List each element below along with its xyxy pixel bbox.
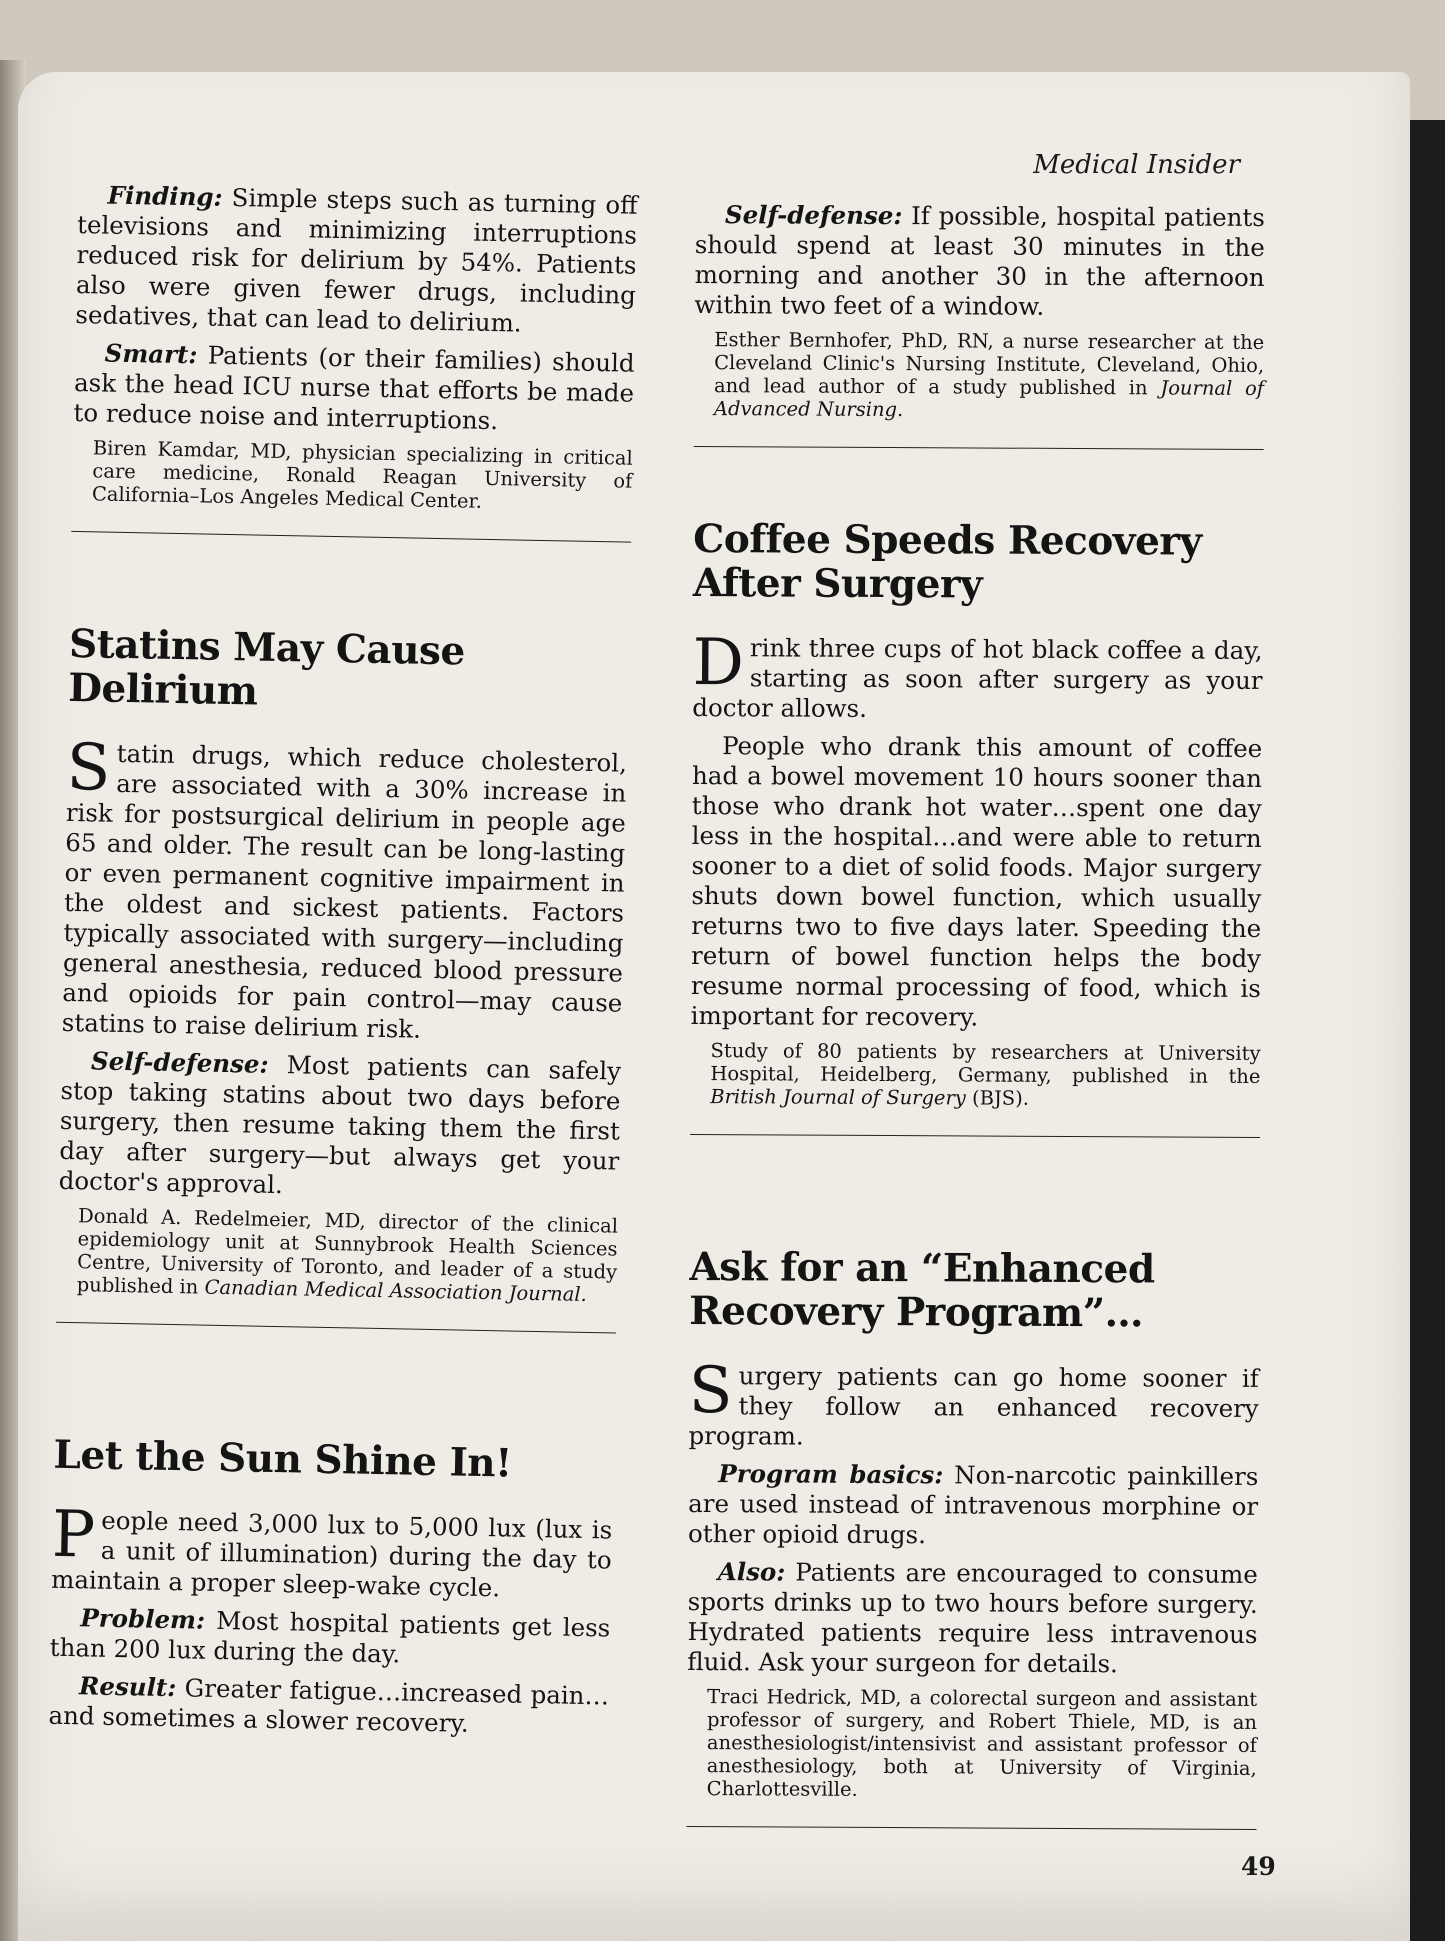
credit-hedrick: Traci Hedrick, MD, a colorectal surgeon and assistant professor of surgery, and Robert Thiele, MD, is an anesthesiologist/intensivist and assistant professor of anesthesiology, both at University of Virginia, Charlottesville. (706, 1685, 1258, 1801)
sun-self-defense (694, 200, 1265, 323)
article-title-coffee: Coffee Speeds Recovery After Surgery (692, 515, 1202, 608)
erp-intro-text: urgery patients can go home sooner if they follow an enhanced recovery program. (688, 1361, 1259, 1451)
drop-cap: S (688, 1353, 733, 1429)
left-column (48, 180, 638, 1749)
credit-text: Esther Bernhofer, PhD, RN, a nurse researcher at the Cleveland Clinic's Nursing Institute, Cleveland, Ohio, and lead author of a study published in (713, 328, 1265, 400)
statins-body (61, 730, 628, 1049)
self-defense-label: Self-defense: (724, 200, 903, 231)
statins-text: tatin drugs, which reduce cholesterol, are associated with a 30% increase in risk for postsurgical delirium in people age 65 and older. The result can be long-lasting or even permanent cognitive impairment in the oldest and sickest patients. Factors typically associated with surgery—including general anesthesia, reduced blood pressure and opioids for pain control—may cause statins to raise delirium risk. (61, 738, 628, 1044)
credit-kamdar: Biren Kamdar, MD, physician specializing in critical care medicine, Ronald Reagan University of California–Los Angeles Medical Center. (91, 436, 633, 513)
credit-tail: (BJS). (971, 1086, 1030, 1110)
coffee-intro (692, 625, 1263, 726)
self-defense-text: Most patients can safely stop taking statins about two days before surgery, then resume taking them the first day after surgery—but always get your doctor's approval. (58, 1050, 622, 1200)
credit-text: Donald A. Redelmeier, MD, director of the clinical epidemiology unit at Sunnybrook Health Sciences Centre, University of Toronto, and leader of a study published in (76, 1204, 619, 1299)
also-text: Patients are encouraged to consume sports drinks up to two hours before surgery. Hydrated patients require less intravenous fluid. Ask your surgeon for details. (687, 1557, 1258, 1679)
program-basics-label: Program basics: (718, 1459, 944, 1490)
journal-name: Journal of Advanced Nursing. (713, 376, 1265, 422)
smart-text: Patients (or their families) should ask the head ICU nurse that efforts be made to reduce noise and interruptions. (73, 340, 635, 436)
section-divider (690, 1134, 1260, 1138)
also-paragraph (687, 1557, 1258, 1680)
journal-name: British Journal of Surgery (710, 1085, 966, 1110)
section-divider (686, 1826, 1256, 1830)
program-basics-text: Non-narcotic painkillers are used instead of intravenous morphine or other opioid drugs. (687, 1460, 1259, 1550)
result-text: Greater fatigue…increased pain…and sometimes a slower recovery. (48, 1673, 610, 1738)
also-label: Also: (717, 1557, 786, 1587)
result-paragraph (48, 1671, 609, 1742)
right-column (686, 200, 1265, 1830)
problem-label: Problem: (80, 1603, 206, 1635)
book-page (18, 72, 1410, 1941)
coffee-body: People who drank this amount of coffee had a bowel movement 10 hours sooner than those who drank hot water…spent one day less in the hospital…and were able to return sooner to a diet of solid foods. Major surgery shuts down bowel function, which usually returns two to five days later. Speeding the return of bowel function helps the body resume normal processing of food, which is important for recovery. (690, 731, 1263, 1032)
smart-paragraph (73, 338, 635, 439)
credit-text: Study of 80 patients by researchers at University Hospital, Heidelberg, Germany, published in the (710, 1039, 1261, 1088)
article-title-statins: Statins May Cause Delirium (67, 620, 466, 715)
journal-name: Canadian Medical Association Journal. (204, 1275, 588, 1306)
coffee-intro-text: rink three cups of hot black coffee a day, starting as soon after surgery as your doctor allows. (692, 633, 1263, 723)
credit-redelmeier (57, 1204, 619, 1307)
sun-text: eople need 3,000 lux to 5,000 lux (lux is a unit of illumination) during the day to maintain a proper sleep-wake cycle. (50, 1505, 613, 1603)
self-defense-label: Self-defense: (90, 1046, 269, 1079)
self-defense-text: If possible, hospital patients should spend at least 30 minutes in the morning and another 30 in the afternoon within two feet of a window. (694, 201, 1265, 321)
statins-self-defense (58, 1046, 621, 1207)
erp-intro (688, 1353, 1259, 1454)
sun-body (50, 1497, 613, 1606)
drop-cap: D (692, 625, 745, 701)
drop-cap: P (51, 1497, 96, 1573)
credit-bernhofer (694, 328, 1264, 423)
finding-paragraph (75, 180, 638, 341)
book-spine (1407, 120, 1445, 1941)
section-divider (71, 531, 631, 543)
smart-label: Smart: (104, 338, 198, 370)
problem-paragraph (50, 1603, 611, 1674)
drop-cap: S (66, 730, 112, 806)
finding-label: Finding: (107, 180, 223, 212)
program-basics-paragraph (688, 1459, 1258, 1552)
article-title-sun: Let the Sun Shine In! (53, 1431, 513, 1487)
section-divider (694, 446, 1264, 450)
article-title-erp: Ask for an “Enhanced Recovery Program”… (689, 1243, 1155, 1337)
finding-text: Simple steps such as turning off televisions and minimizing interruptions reduced risk for delirium by 54%. Patients also were given fewer drugs, including sedatives, that can lead to delirium. (75, 182, 638, 338)
result-label: Result: (78, 1671, 177, 1703)
problem-text: Most hospital patients get less than 200 lux during the day. (49, 1605, 611, 1669)
running-header: Medical Insider (1033, 150, 1240, 180)
credit-heidelberg (690, 1039, 1260, 1111)
section-divider (56, 1322, 616, 1334)
page-number: 49 (1241, 1852, 1276, 1881)
